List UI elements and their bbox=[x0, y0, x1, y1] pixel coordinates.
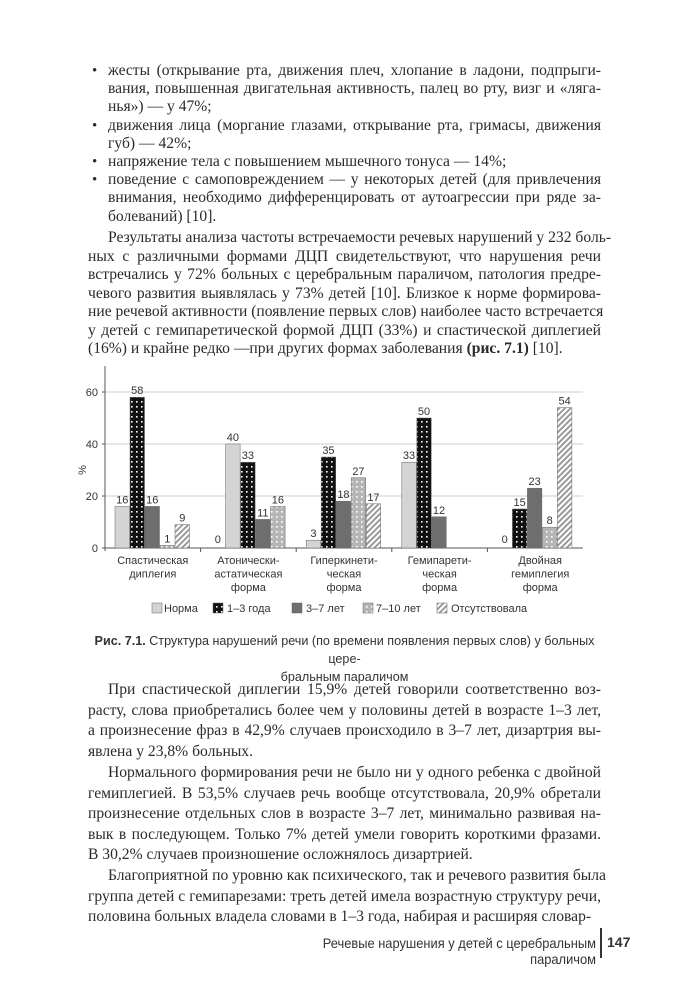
text-line bbox=[88, 285, 601, 303]
text-line bbox=[88, 322, 601, 340]
bar-value-label: 3 bbox=[310, 528, 317, 541]
category-label: Спастическая bbox=[117, 555, 189, 567]
line-text: ных с различными формами ДЦП свидетельствуют, что нарушения речи bbox=[88, 247, 601, 265]
bar bbox=[432, 517, 447, 548]
text-line bbox=[108, 229, 612, 247]
bar-value-label: 18 bbox=[337, 489, 350, 502]
bar-value-label: 16 bbox=[271, 494, 284, 507]
bar-chart bbox=[77, 360, 620, 620]
bar bbox=[557, 408, 572, 548]
category-label: гемиплегия bbox=[511, 568, 570, 581]
line-text: у детей с гемипаретической формой ДЦП (33%) и спастической диплегией bbox=[88, 321, 601, 339]
bar bbox=[160, 545, 175, 548]
text-line bbox=[88, 846, 601, 864]
line-text: жесты (открывание рта, движения плеч, хлопание в ладони, подпрыги- bbox=[108, 62, 601, 79]
bullet-icon: • bbox=[92, 63, 98, 79]
bullet-icon: • bbox=[92, 172, 98, 189]
category-label: Гемипарети- bbox=[407, 555, 472, 567]
line-text: губ) — 42%; bbox=[108, 134, 192, 152]
text-line bbox=[108, 62, 601, 80]
bullet-icon: • bbox=[92, 117, 98, 134]
text-line bbox=[88, 702, 601, 720]
caption-line2: бральным параличом bbox=[280, 670, 409, 684]
text-line bbox=[108, 153, 601, 171]
bar-value-label: 16 bbox=[116, 494, 129, 507]
legend-label: 1–3 года bbox=[227, 603, 271, 615]
text-line bbox=[88, 908, 601, 926]
text-line bbox=[88, 743, 601, 761]
bar bbox=[306, 540, 321, 548]
page-number: 147 bbox=[607, 934, 631, 950]
text-line bbox=[108, 98, 601, 116]
figure-caption bbox=[88, 632, 601, 686]
bar bbox=[351, 478, 366, 548]
legend-swatch bbox=[213, 603, 223, 613]
bar bbox=[175, 525, 190, 548]
bar-value-label: 54 bbox=[558, 395, 571, 408]
text-line bbox=[88, 340, 601, 358]
bar bbox=[321, 457, 336, 548]
text-line bbox=[88, 805, 601, 823]
legend-label: 7–10 лет bbox=[376, 603, 421, 615]
caption-line1: Структура нарушений речи (по времени появления первых слов) у больных цере- bbox=[145, 634, 595, 666]
bar-value-label: 33 bbox=[402, 450, 416, 463]
line-text: ние речевой активности (появление первых слов) наиболее часто встречается bbox=[88, 303, 604, 320]
line-text: Нормального формирования речи не было ни у одного ребенка с двойной bbox=[108, 764, 601, 781]
text-line bbox=[108, 867, 606, 885]
text-line bbox=[88, 248, 601, 266]
category-label: ческая bbox=[326, 568, 362, 581]
line-text: напряжение тела с повышением мышечного тонуса — 14%; bbox=[108, 153, 507, 170]
line-text: произнесение отдельных слов в возрасте 3–7 лет, минимально развивая на- bbox=[88, 805, 601, 823]
bar-value-label: 0 bbox=[501, 534, 508, 546]
text-line bbox=[88, 303, 604, 321]
line-text: Благоприятной по уровню как психического, так и речевого развития была bbox=[108, 867, 606, 884]
bar bbox=[542, 527, 557, 548]
y-axis-label: % bbox=[77, 465, 89, 475]
line-text: вания, повышенная двигательная активность, палец во рту, визг и «ляга- bbox=[108, 80, 601, 98]
line-text: нья») — у 47%; bbox=[108, 98, 212, 116]
text-line bbox=[88, 266, 601, 284]
line-text: (16%) и крайне редко —при других формах заболевания bbox=[88, 340, 467, 357]
category-label: Двойная bbox=[518, 555, 562, 567]
legend-swatch bbox=[437, 603, 447, 613]
bar bbox=[115, 506, 130, 548]
bar-value-label: 9 bbox=[179, 512, 186, 525]
bar-value-label: 12 bbox=[432, 504, 446, 517]
bar bbox=[417, 418, 432, 548]
bar bbox=[130, 397, 145, 548]
bar-value-label: 16 bbox=[146, 494, 159, 507]
legend-swatch bbox=[152, 603, 162, 613]
figure-reference: (рис. 7.1) bbox=[466, 340, 529, 357]
bar bbox=[512, 509, 527, 548]
legend-label: Норма bbox=[164, 603, 198, 615]
caption-number: Рис. 7.1. bbox=[94, 634, 146, 648]
bar bbox=[271, 506, 286, 548]
bar-value-label: 8 bbox=[546, 515, 553, 528]
text-line bbox=[108, 189, 601, 207]
category-label: ческая bbox=[422, 568, 457, 581]
line-text: движения лица (моргание глазами, открывание рта, гримасы, движения bbox=[108, 116, 601, 134]
text-line bbox=[88, 888, 601, 906]
bar bbox=[336, 501, 351, 548]
y-tick-label: 40 bbox=[85, 439, 98, 451]
y-tick-label: 60 bbox=[85, 387, 98, 399]
text-line bbox=[108, 117, 601, 135]
line-text: При спастической диплегии 15,9% детей говорили соответственно воз- bbox=[108, 681, 601, 698]
bar-value-label: 1 bbox=[164, 533, 171, 546]
bar bbox=[366, 504, 381, 548]
line-text: поведение с самоповреждением — у некоторых детей (для привлечения bbox=[108, 171, 601, 189]
line-text: вык в последующем. Только 7% детей умели говорить короткими фразами. bbox=[88, 825, 601, 843]
legend-label: 3–7 лет bbox=[306, 603, 345, 615]
line-text: В 30,2% случаев произношение осложнялось дизартрией. bbox=[88, 846, 473, 864]
line-text: расту, слова приобретались более чем у половины детей в возрасте 1–3 лет, bbox=[88, 701, 601, 719]
text-line bbox=[88, 722, 601, 740]
line-text: группа детей с гемипарезами: треть детей имела возрастную структуру речи, bbox=[88, 887, 601, 905]
running-title: Речевые нарушения у детей с церебральным параличом bbox=[322, 935, 596, 967]
category-label: диплегия bbox=[129, 568, 177, 581]
category-label: Атонически- bbox=[217, 555, 280, 567]
bar-value-label: 23 bbox=[528, 476, 541, 489]
line-text: болеваний) [10]. bbox=[108, 207, 217, 225]
category-label: форма bbox=[422, 582, 458, 594]
y-tick-label: 20 bbox=[85, 491, 98, 503]
category-label: форма bbox=[326, 582, 362, 594]
bar bbox=[256, 519, 271, 548]
text-line bbox=[88, 826, 601, 844]
bar-value-label: 35 bbox=[322, 445, 335, 457]
legend-label: Отсутствовала bbox=[451, 603, 528, 615]
line-text: чевого развития выявлялась у 73% детей [10]. Близкое к норме формирова- bbox=[88, 284, 601, 302]
category-label: форма bbox=[230, 582, 266, 594]
line-text: половина больных владела словами в 1–3 года, набирая и расширяя словар- bbox=[88, 908, 592, 926]
bar bbox=[145, 506, 160, 548]
line-text: Результаты анализа частоты встречаемости речевых нарушений у 232 боль- bbox=[108, 229, 612, 246]
bar-value-label: 33 bbox=[241, 450, 254, 463]
bar bbox=[241, 462, 256, 548]
bar bbox=[402, 462, 417, 548]
citation: [10]. bbox=[528, 340, 563, 357]
text-line bbox=[108, 80, 601, 98]
category-label: Гиперкинети- bbox=[310, 555, 378, 567]
line-text: встречались у 72% больных с церебральным параличом, патология предре- bbox=[88, 266, 601, 283]
bar-value-label: 58 bbox=[131, 385, 144, 398]
category-label: астатическая bbox=[214, 568, 283, 581]
bullet-icon: • bbox=[92, 154, 98, 170]
text-line bbox=[88, 785, 601, 803]
category-label: форма bbox=[522, 582, 558, 594]
legend-swatch bbox=[292, 603, 302, 613]
y-tick-label: 0 bbox=[91, 543, 98, 555]
footer-divider bbox=[600, 928, 602, 958]
line-text: внимания, необходимо дифференцировать от аутоагрессии при ряде за- bbox=[108, 189, 601, 207]
line-text: гемиплегией. В 53,5% случаев речь вообще отсутствовала, 20,9% обретали bbox=[88, 784, 601, 802]
bar-value-label: 40 bbox=[226, 432, 239, 444]
bar bbox=[527, 488, 542, 548]
line-text: явлена у 23,8% больных. bbox=[88, 742, 254, 760]
bar-value-label: 17 bbox=[367, 491, 380, 504]
line-text: а произнесение фраз в 42,9% случаев происходило в 3–7 лет, дизартрия вы- bbox=[88, 722, 601, 740]
legend-swatch bbox=[363, 603, 373, 613]
bar-value-label: 15 bbox=[513, 497, 526, 509]
bar-value-label: 0 bbox=[214, 534, 221, 546]
text-line bbox=[108, 208, 601, 226]
bar-value-label: 50 bbox=[417, 406, 431, 418]
bar-value-label: 27 bbox=[352, 465, 365, 478]
text-line bbox=[108, 135, 601, 153]
text-line bbox=[108, 171, 601, 189]
bar-value-label: 11 bbox=[257, 507, 269, 520]
text-line bbox=[108, 764, 601, 782]
bar bbox=[226, 444, 241, 548]
